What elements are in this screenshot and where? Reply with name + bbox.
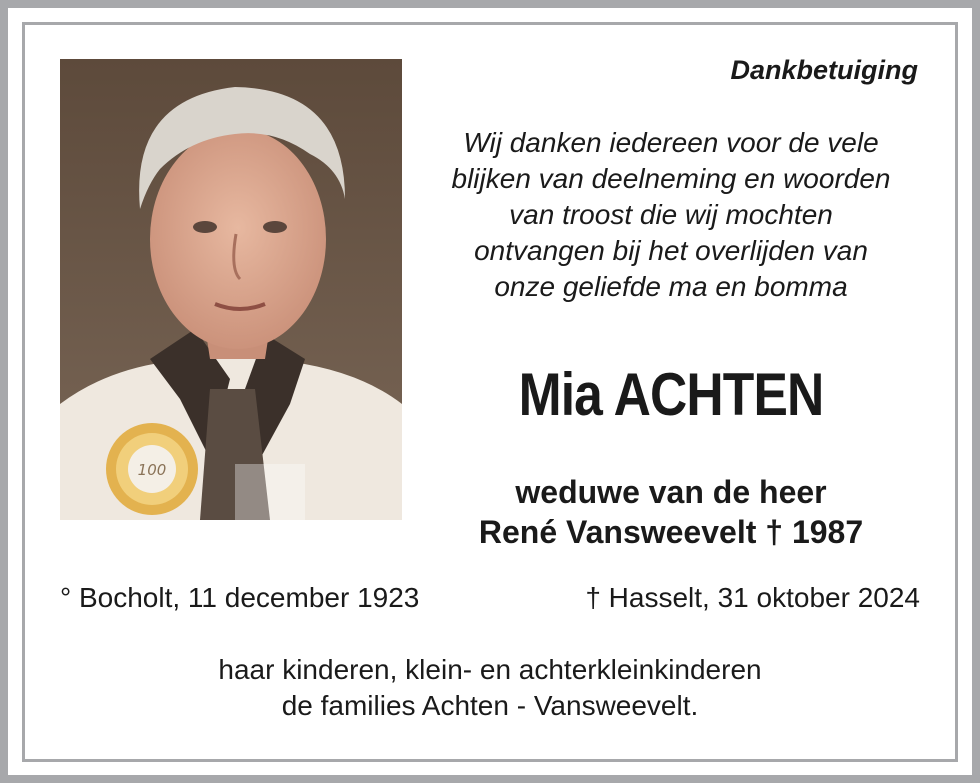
rosette-100-icon bbox=[106, 423, 198, 515]
thanks-line: onze geliefde ma en bomma bbox=[494, 271, 848, 302]
spouse-line: weduwe van de heer bbox=[515, 474, 827, 510]
thanks-line: van troost die wij mochten bbox=[509, 199, 833, 230]
thanks-line: blijken van deelneming en woorden bbox=[451, 163, 891, 194]
family-line: haar kinderen, klein- en achterkleinkinderen bbox=[218, 654, 762, 685]
notice-header: Dankbetuiging bbox=[730, 55, 918, 85]
death-info: † Hasselt, 31 oktober 2024 bbox=[585, 582, 920, 613]
family-signature bbox=[0, 652, 980, 724]
portrait-illustration bbox=[60, 59, 402, 520]
rosette-number: 100 bbox=[137, 461, 167, 479]
birth-info: ° Bocholt, 11 december 1923 bbox=[60, 582, 420, 613]
portrait-photo bbox=[60, 59, 402, 520]
family-line: de families Achten - Vansweevelt. bbox=[281, 690, 699, 721]
thanks-message bbox=[405, 125, 937, 305]
deceased-name: Mia ACHTEN bbox=[518, 361, 824, 428]
thanks-line: ontvangen bij het overlijden van bbox=[474, 235, 868, 266]
thanks-line: Wij danken iedereen voor de vele bbox=[463, 127, 879, 158]
spouse-line: René Vansweevelt † 1987 bbox=[478, 514, 864, 550]
spouse-info bbox=[405, 472, 937, 552]
